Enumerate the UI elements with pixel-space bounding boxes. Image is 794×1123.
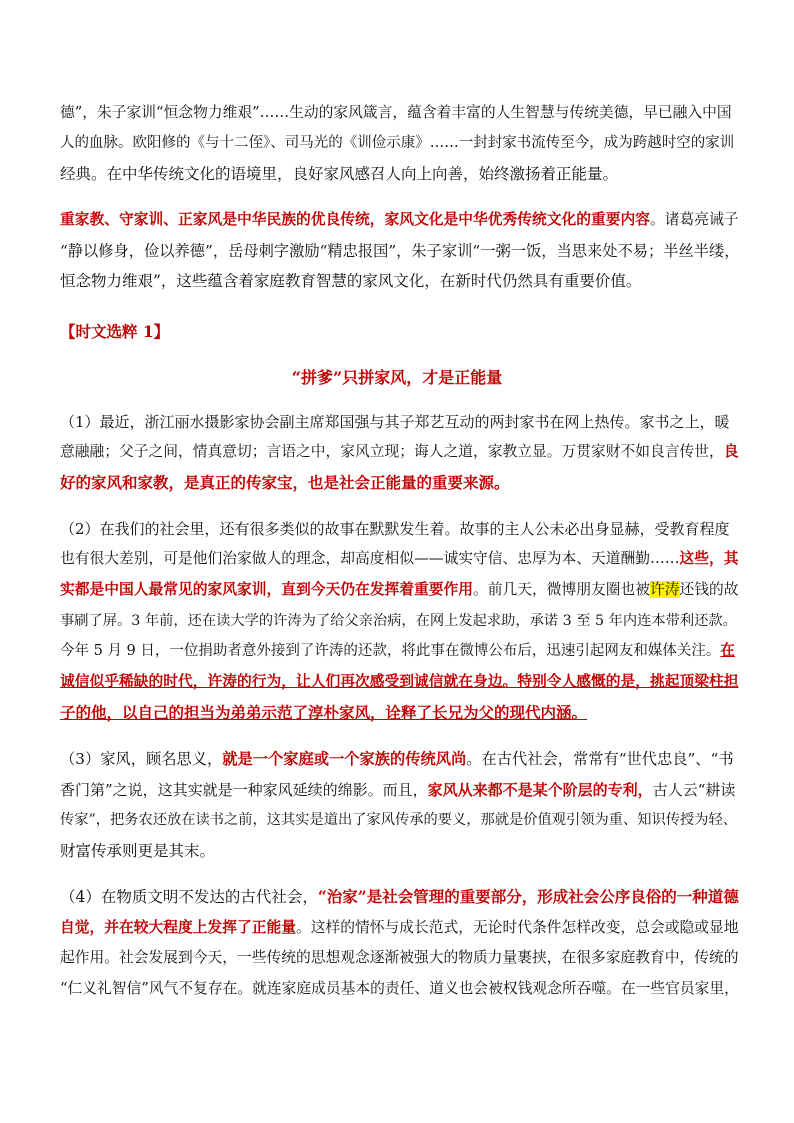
p2-line-7: 子的他，以自己的担当为弟弟示范了淳朴家风，诠释了长兄为父的现代内涵。 xyxy=(60,703,588,722)
p1-line-3: 好的家风和家教，是真正的传家宝，也是社会正能量的重要来源。 xyxy=(60,473,510,492)
p4-line-3: 起作用。社会发展到今天，一些传统的思想观念逐渐被强大的物质力量裹挟，在很多家庭教育中，传统的 xyxy=(60,949,739,966)
p1-line-1: （1）最近，浙江丽水摄影家协会副主席郑国强与其子郑艺互动的两封家书在网上热传。家书之上，暖 xyxy=(60,413,730,431)
p3-text: （3）家风，顾名思义， xyxy=(60,750,223,768)
summary-highlight: 重家教、守家训、正家风是中华民族的优良传统，家风文化是中华优秀传统文化的重要内容 xyxy=(60,211,650,228)
p4-line-1 xyxy=(60,887,740,907)
p1-text: 意融融；父子之间，情真意切；言语之中，家风立现；诲人之道，家教立显。万贯家财不如良言传世， xyxy=(60,443,724,460)
p4-highlight: “治家”是社会管理的重要部分，形成社会公序良俗的一种道德 xyxy=(317,887,739,906)
p4-text-2: 。这样的情怀与成长范式，无论时代条件怎样改变，总会或隐或显地 xyxy=(296,919,739,936)
p2-highlight-2: 实都是中国人最常见的家风家训，直到今天仍在发挥着重要作用 xyxy=(60,581,473,598)
p3-line-4: 财富传承则更是其末。 xyxy=(60,842,216,860)
intro-line-1: 德”，朱子家训“恒念物力维艰”……生动的家风箴言，蕴含着丰富的人生智慧与传统美德，早已融入中国 xyxy=(60,104,732,121)
p2-line-6: 诚信似乎稀缺的时代，许涛的行为，让人们再次感受到诚信就在身边。特别令人感慨的是，挑起顶梁柱担 xyxy=(60,673,739,690)
p2-text-3: 还钱的故 xyxy=(679,581,739,598)
summary-line-2: “静以修身，俭以养德”，岳母刺字激励“精忠报国”，朱子家训“一粥一饭，当思来处不易；半丝半缕， xyxy=(60,242,740,260)
p2-line-2 xyxy=(60,549,740,569)
p4-text: （4）在物质文明不发达的古代社会， xyxy=(60,888,318,906)
intro-line-2: 人的血脉。欧阳修的《与十二侄》、司马光的《训俭示康》……一封封家书流传至今，成为跨越时空的家训 xyxy=(60,135,735,151)
p2-line-4: 事刷了屏。3 年前，还在读大学的许涛为了给父亲治病，在网上发起求助，承诺 3 至 5 年内连本带利还款。 xyxy=(60,613,737,629)
p2-text: 也有很大差别，可是他们治家做人的理念，却高度相似——诚实守信、忠厚为本、天道酬勤…… xyxy=(60,550,680,567)
p3-text-4: 古人云“耕读 xyxy=(652,781,736,799)
p3-highlight-2: 家风从来都不是某个阶层的专利， xyxy=(427,781,653,799)
summary-line-3: 恒念物力维艰”，这些蕴含着家庭教育智慧的家风文化，在新时代仍然具有重要价值。 xyxy=(60,272,642,290)
p2-text-2: 。前几天，微博朋友圈也被 xyxy=(473,581,650,598)
section-label: 【时文选粹 1】 xyxy=(60,322,170,341)
p2-line-1: （2）在我们的社会里，还有很多类似的故事在默默发生着。故事的主人公未必出身显赫，受教育程度 xyxy=(60,520,730,538)
summary-line-1 xyxy=(60,210,740,230)
p2-line-5 xyxy=(60,641,740,661)
p3-line-1 xyxy=(60,749,740,769)
p3-line-2 xyxy=(60,780,740,800)
p4-highlight-2: 自觉，并在较大程度上发挥了正能量 xyxy=(60,919,296,936)
p2-line-3 xyxy=(60,580,740,600)
p4-line-4: “仁义礼智信”风气不复存在。就连家庭成员基本的责任、道义也会被权钱观念所吞噬。在一些官员家里， xyxy=(60,980,739,997)
p3-line-3: 传家”，把务农还放在读书之前，这其实是道出了家风传承的要义，那就是价值观引领为重、知识传授为轻、 xyxy=(60,812,738,828)
p2-highlight: 这些，其 xyxy=(679,550,739,567)
p2-text-4: 今年 5 月 9 日，一位捐助者意外接到了许涛的还款，将此事在微博公布后，迅速引起网友和媒体关注。 xyxy=(60,643,721,659)
p3-text-3: 香门第”之说，这其实就是一种家风延续的绵影。而且， xyxy=(60,781,428,799)
p3-text-2: 。在古代社会，常常有“世代忠良”、“书 xyxy=(466,750,734,768)
summary-text: 。诸葛亮诫子 xyxy=(650,211,739,228)
p1-line-2 xyxy=(60,442,740,462)
p2-highlight-3: 在 xyxy=(720,642,735,659)
p1-highlight: 良 xyxy=(723,443,739,460)
article-title: “拼爹”只拼家风，才是正能量 xyxy=(291,368,503,387)
p3-highlight: 就是一个家庭或一个家族的传统风尚 xyxy=(222,750,467,768)
p4-line-2 xyxy=(60,918,740,938)
name-highlight: 许涛 xyxy=(650,581,680,598)
intro-line-3: 经典。在中华传统文化的语境里，良好家风感召人向上向善，始终激扬着正能量。 xyxy=(60,165,619,183)
